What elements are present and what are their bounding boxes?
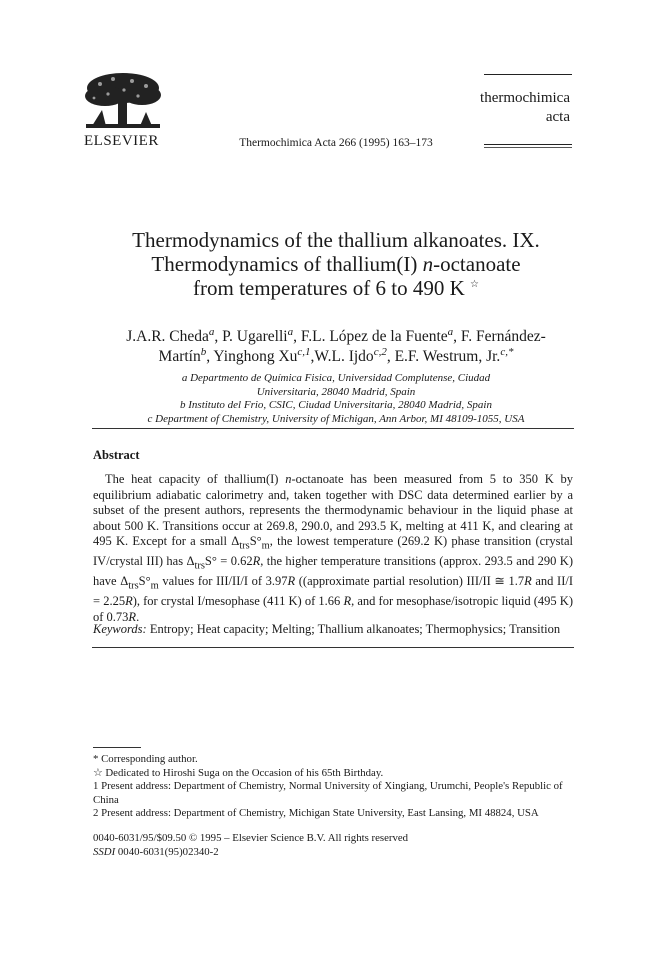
- author: Martín: [158, 348, 201, 365]
- abstract-top-rule: [92, 428, 574, 429]
- title-line-2: [60, 252, 612, 276]
- abstract-bottom-rule: [92, 647, 574, 648]
- author: F. Fernández-: [460, 328, 546, 345]
- title-text: from temperatures of 6 to 490 K: [193, 276, 465, 300]
- abstract-italic: R: [524, 574, 532, 588]
- ssdi-line: [93, 846, 573, 860]
- dedication-mark: ☆: [470, 279, 479, 290]
- author: J.A.R. Cheda: [126, 328, 209, 345]
- keywords-list: Entropy; Heat capacity; Melting; Thallium alkanoates; Thermophysics; Transition: [146, 622, 561, 636]
- abstract-run: ((approximate partial resolution) III/II ≅ 1.7: [295, 574, 525, 588]
- abstract-italic: n: [285, 472, 292, 486]
- abstract-run: , and for mesophase/isotropic liquid (495 K) of 0.73: [93, 594, 573, 624]
- author: P. Ugarelli: [222, 328, 288, 345]
- abstract-subscript: trs: [128, 580, 139, 592]
- journal-rule-bottom-thin: [484, 147, 572, 148]
- abstract-run: .: [136, 609, 140, 624]
- author-affil-mark: b: [200, 345, 207, 358]
- footnote-rule: [93, 747, 141, 748]
- abstract-subscript: trs: [239, 540, 250, 552]
- abstract-heading: Abstract: [93, 448, 140, 462]
- abstract-run: , the higher temperature transitions (approx. 293.5 and 290 K) have Δ: [93, 554, 573, 588]
- publisher-name: ELSEVIER: [84, 133, 159, 149]
- author: Yinghong Xu: [213, 348, 298, 365]
- abstract-subscript: m: [150, 580, 159, 592]
- abstract-italic: R: [252, 554, 261, 568]
- title-text: Thermodynamics of thallium(I): [151, 252, 423, 276]
- article-title: [60, 228, 612, 300]
- journal-rule-top: [484, 74, 572, 75]
- affiliation-line: Universitaria, 28040 Madrid, Spain: [256, 385, 416, 398]
- abstract-italic: R: [128, 609, 137, 624]
- title-italic-n: n: [422, 252, 434, 276]
- author-affil-mark: a: [208, 325, 215, 338]
- author-affil-mark: c,*: [500, 345, 514, 358]
- abstract-run: and II/I = 2.25: [93, 574, 573, 608]
- abstract-run: S°: [138, 574, 151, 588]
- abstract-italic: R: [287, 574, 296, 588]
- author-list: J.A.R. Cheda$^a$, P. Ugarelli$^a$, F.L. López de la Fuente$^a$, F. Fernández- Martín$^b$, Yinghong Xu$^{c,1}$,W.L. Ijdo$^{c,2}$, E.F. Westrum, Jr.$^{c,*}$: [126, 325, 546, 365]
- abstract-subscript: trs: [194, 560, 205, 572]
- footnote: 1 Present address: Department of Chemistry, Normal University of Xingiang, Urumchi, People's Republic of China: [93, 780, 563, 806]
- abstract-run: S° = 0.62: [204, 554, 253, 568]
- abstract-run: S°: [249, 534, 262, 548]
- abstract-text: [93, 472, 573, 625]
- copyright-block: [93, 832, 573, 859]
- abstract-run: , the lowest temperature (269.2 K) phase transition (crystal IV/crystal III) has Δ: [93, 534, 573, 568]
- abstract-run: ), for crystal I/mesophase (411 K) of 1.66: [132, 594, 344, 608]
- abstract-italic: R: [125, 594, 133, 608]
- affiliation-line: b Instituto del Frio, CSIC, Ciudad Universitaria, 28040 Madrid, Spain: [180, 399, 492, 411]
- abstract-run: The heat capacity of thallium(I): [105, 472, 286, 486]
- title-line-1: Thermodynamics of the thallium alkanoates. IX.: [132, 228, 540, 252]
- keywords-label: Keywords:: [93, 622, 147, 636]
- author: W.L. Ijdo: [314, 348, 374, 365]
- ssdi-label: SSDI: [93, 845, 116, 858]
- author-affil-mark: c,2: [373, 345, 387, 358]
- author: F.L. López de la Fuente: [300, 328, 448, 345]
- abstract-subscript: m: [261, 540, 270, 552]
- footnote: 2 Present address: Department of Chemistry, Michigan State University, East Lansing, MI 48824, USA: [93, 807, 539, 819]
- keywords: [93, 622, 573, 637]
- author-affil-mark: a: [287, 325, 294, 338]
- author-affil-mark: a: [447, 325, 454, 338]
- footnote: * Corresponding author.: [93, 753, 198, 765]
- footnotes: [93, 753, 573, 821]
- abstract-run: -octanoate has been measured from 5 to 350 K by equilibrium adiabatic calorimetry and, taken together with DSC data determined earlier by a subset of the present authors, represents the thermodynamic behaviour in the liquid phase at about 500 K. Transitions occur at 269.8, 290.0, and 293.5 K, melting at 411 K, and clearing at 495 K. Except for a small Δ: [93, 472, 573, 548]
- author-affil-mark: c,1: [297, 345, 311, 358]
- abstract-run: values for III/II/I of 3.97: [158, 574, 288, 588]
- elsevier-tree-logo: [80, 70, 166, 132]
- abstract-italic: R: [343, 594, 352, 608]
- ssdi-value: 0040-6031(95)02340-2: [115, 845, 219, 858]
- affiliations: [70, 372, 602, 426]
- journal-name-line2: acta: [545, 109, 570, 125]
- journal-name-line1: thermochimica: [480, 90, 570, 106]
- journal-citation: Thermochimica Acta 266 (1995) 163–173: [239, 137, 433, 149]
- copyright-line: 0040-6031/95/$09.50 © 1995 – Elsevier Science B.V. All rights reserved: [93, 832, 409, 844]
- journal-rule-bottom: [484, 144, 572, 145]
- author: E.F. Westrum, Jr.: [394, 348, 501, 365]
- affiliation-line: a Departmento de Química Fisica, Universidad Complutense, Ciudad: [181, 372, 491, 384]
- title-text: -octanoate: [433, 252, 521, 276]
- title-line-3: [60, 276, 612, 300]
- affiliation-line: c Department of Chemistry, University of Michigan, Ann Arbor, MI 48109-1055, USA: [147, 412, 525, 425]
- footnote: ☆ Dedicated to Hiroshi Suga on the Occasion of his 65th Birthday.: [93, 766, 384, 779]
